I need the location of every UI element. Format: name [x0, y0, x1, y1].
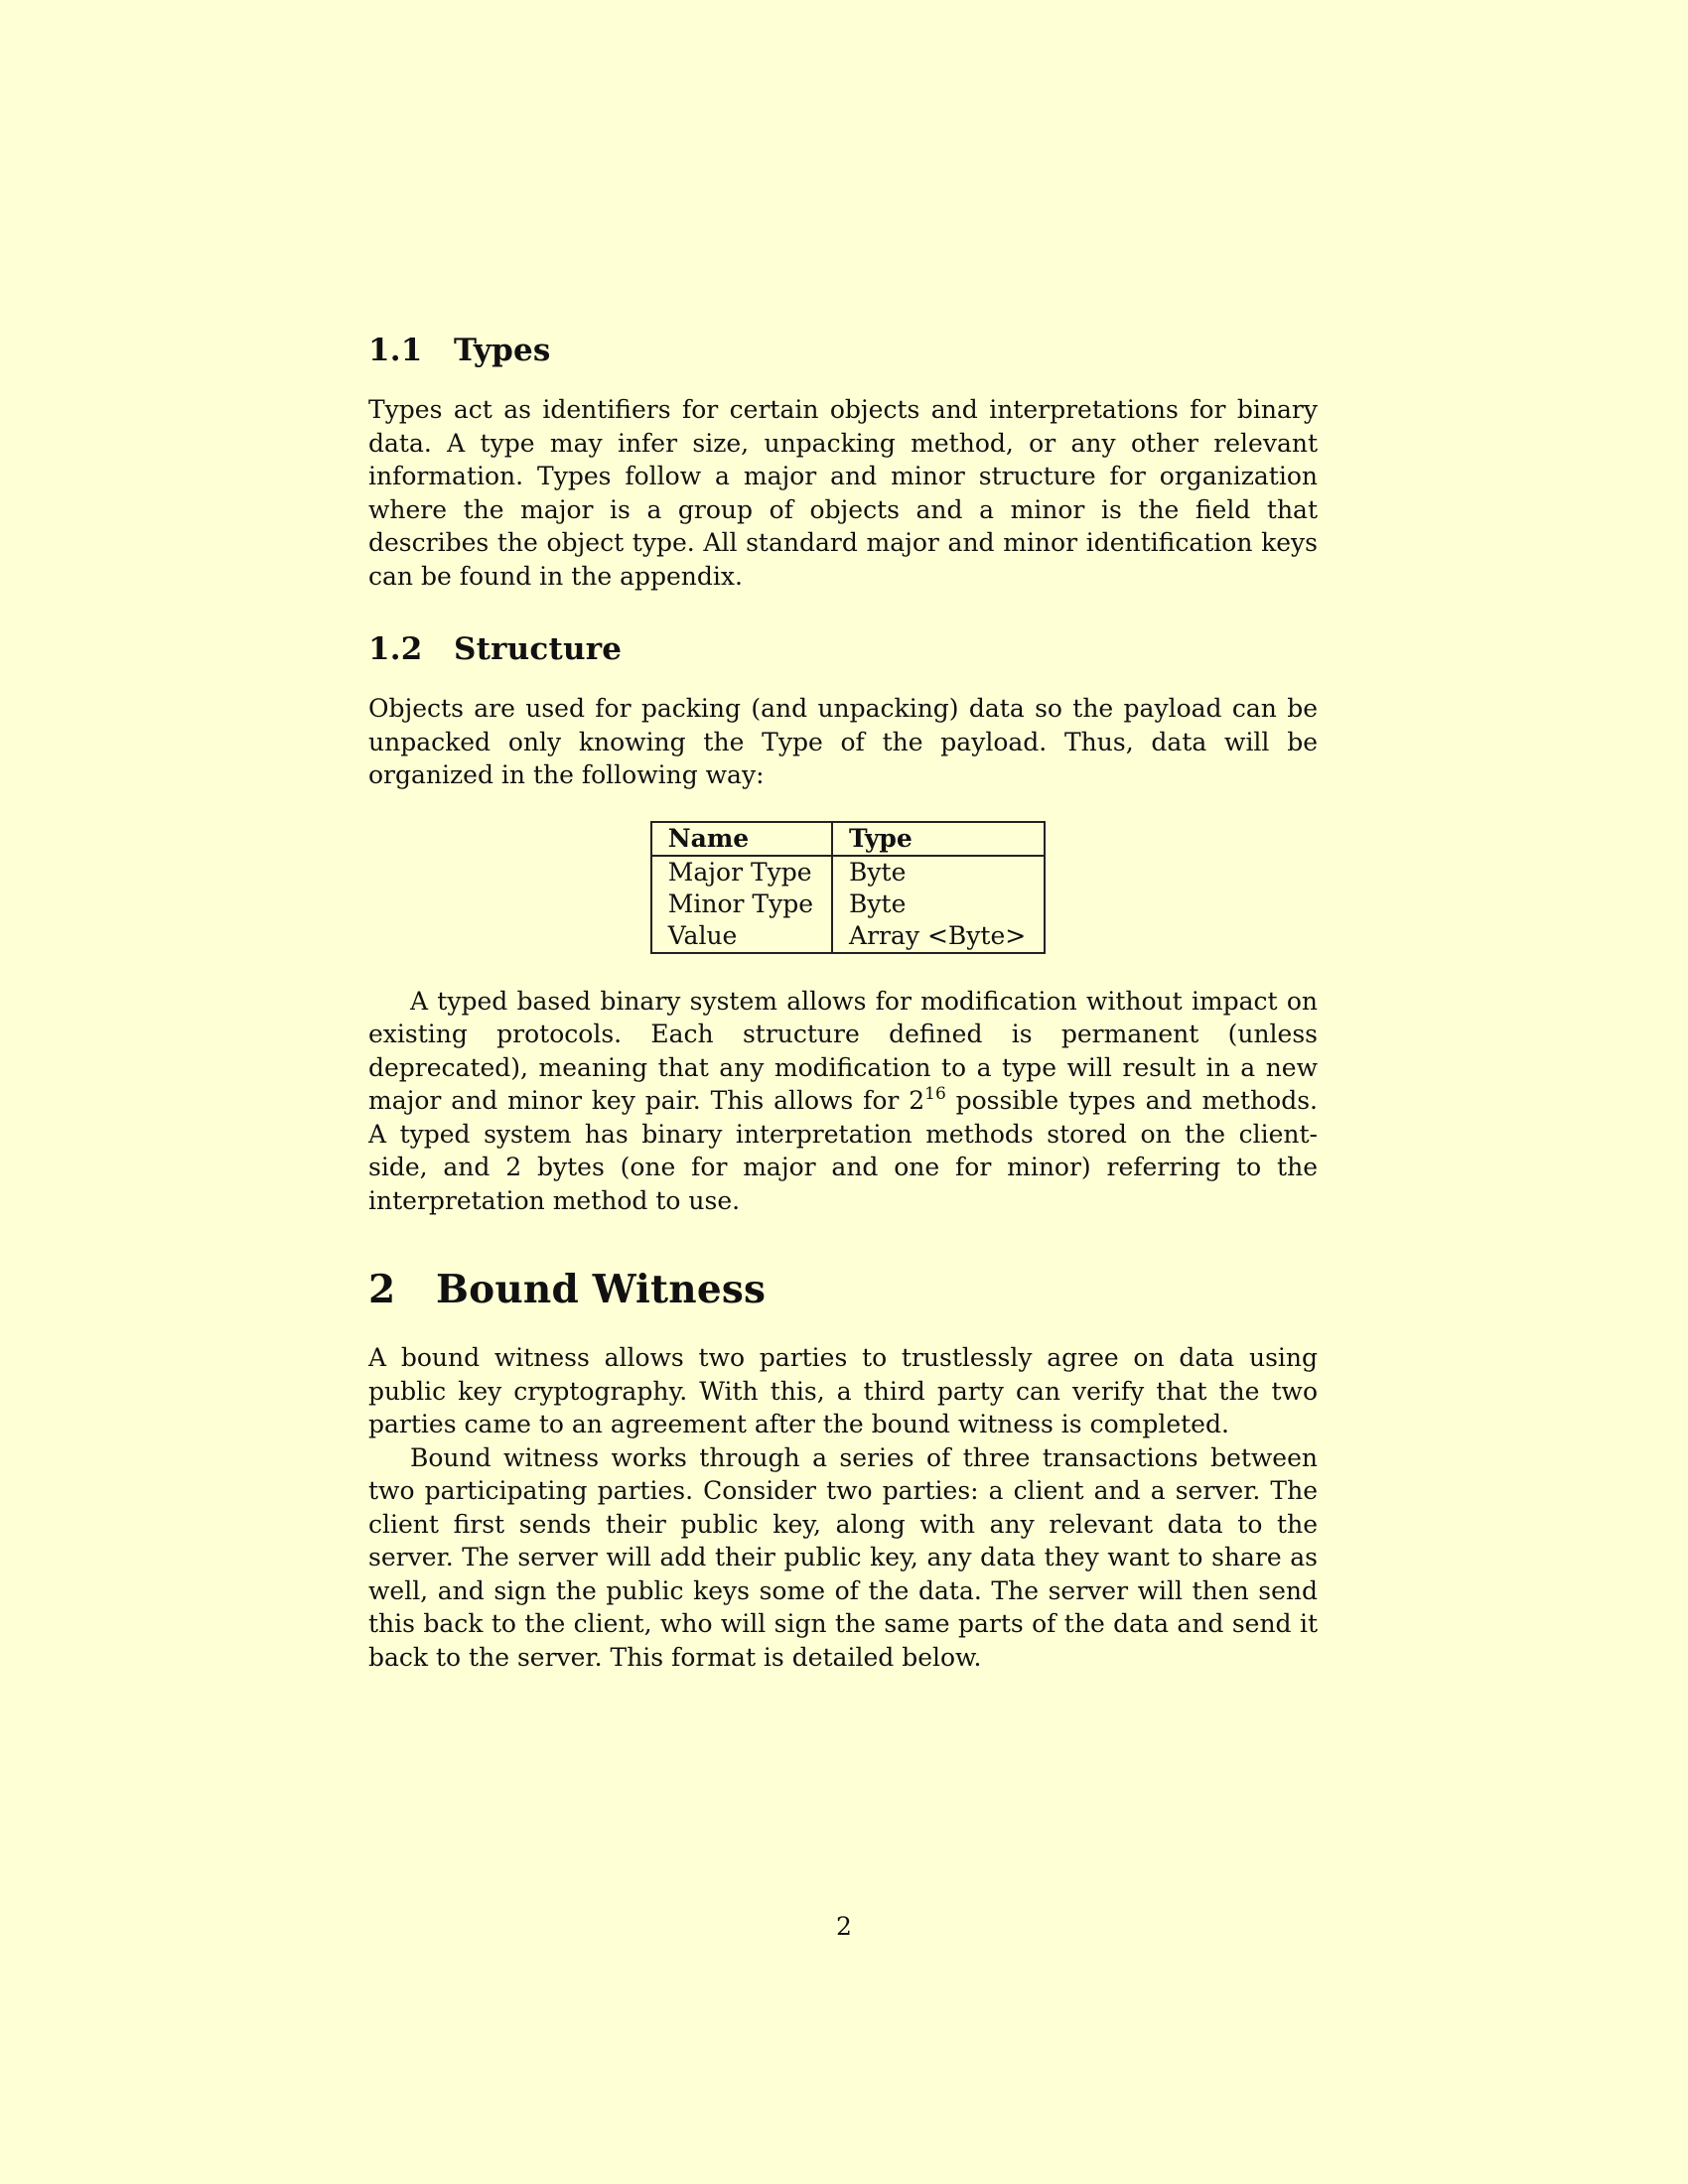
section-title: Types — [454, 333, 551, 368]
section-title: Bound Witness — [436, 1267, 767, 1312]
section-number: 1.2 — [368, 631, 423, 667]
section-heading-structure — [368, 631, 1318, 667]
table-header-cell: Name — [651, 822, 832, 856]
table-row — [651, 856, 1045, 888]
structure-table — [650, 821, 1046, 954]
typed-system-paragraph — [368, 985, 1318, 1218]
table-cell: Array <Byte> — [832, 920, 1045, 953]
table-cell: Value — [651, 920, 832, 953]
section-number: 2 — [368, 1267, 396, 1312]
table-header-row — [651, 822, 1045, 856]
types-paragraph: Types act as identifiers for certain objects and interpretations for binary data. A type may infer size, unpacking method, or any other relevant information. Types follow a major and minor structure for organization where the major is a group of objects and a minor is the field that describes the object type. All standard major and minor identification keys can be found in the appendix. — [368, 395, 1318, 591]
structure-paragraph: Objects are used for packing (and unpacking) data so the payload can be unpacked only knowing the Type of the payload. Thus, data will be organized in the following way: — [368, 694, 1318, 789]
text-run: possible types and methods. A typed system has binary interpretation methods stored on the client-side, and 2 bytes (one for major and one for minor) referring to the interpretation method to use. — [368, 1086, 1318, 1215]
section-heading-bound-witness — [368, 1267, 1318, 1312]
section-number: 1.1 — [368, 333, 423, 368]
table-header-cell: Type — [832, 822, 1045, 856]
table-cell: Byte — [832, 856, 1045, 888]
structure-table-wrapper — [368, 821, 1318, 954]
table-cell: Major Type — [651, 856, 832, 888]
table-row — [651, 888, 1045, 920]
section-heading-types — [368, 333, 1318, 368]
text-run: A typed based binary system allows for modification without impact on existing protocols. Each structure defined is permanent (unless deprecated), meaning that any modification to a type will result in a new major and minor key pair. This allows for 2 — [368, 986, 1318, 1115]
bound-witness-paragraph-1: A bound witness allows two parties to trustlessly agree on data using public key cryptography. With this, a third party can verify that the two parties came to an agreement after the bound witness is completed. — [368, 1343, 1318, 1438]
page-body — [368, 333, 1318, 1674]
bound-witness-paragraph-2: Bound witness works through a series of three transactions between two participating parties. Consider two parties: a client and a server. The client first sends their public key, along with any relevant data to the server. The server will add their public key, any data they want to share as well, and sign the public keys some of the data. The server will then send this back to the client, who will sign the same parts of the data and send it back to the server. This format is detailed below. — [368, 1442, 1318, 1672]
table-cell: Minor Type — [651, 888, 832, 920]
page-number: 2 — [836, 1912, 852, 1941]
table-cell: Byte — [832, 888, 1045, 920]
table-row — [651, 920, 1045, 953]
exponent: 16 — [924, 1084, 946, 1104]
section-title: Structure — [454, 631, 623, 667]
